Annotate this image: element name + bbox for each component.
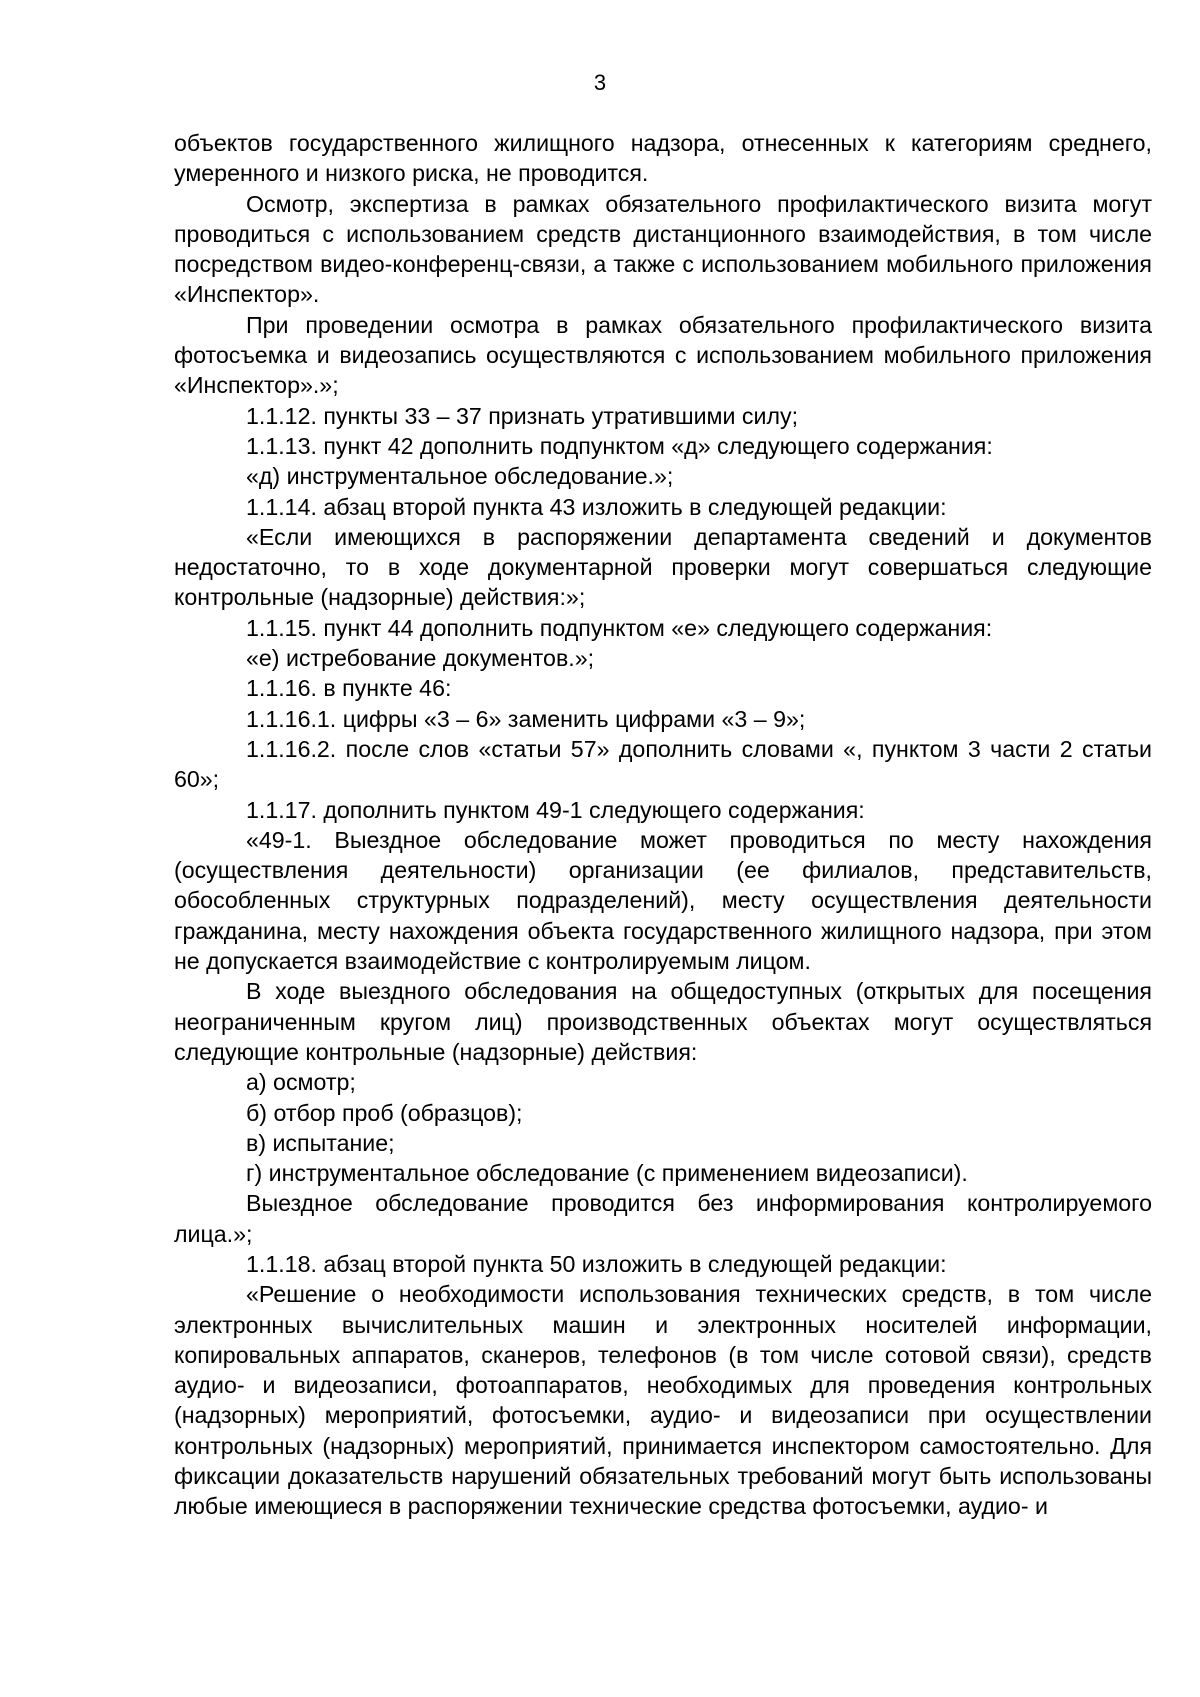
list-item-b: б) отбор проб (образцов);: [246, 1099, 523, 1126]
quote-subclause-d: «д) инструментальное обследование.»;: [246, 463, 674, 490]
paragraph-photo-video: При проведении осмотра в рамках обязательного профилактического визита фотосъемка и видеозапись осуществляются с использованием мобильного приложения «Инспектор».»;: [174, 311, 1152, 399]
clause-1-1-18: 1.1.18. абзац второй пункта 50 изложить в следующей редакции:: [246, 1250, 947, 1277]
page-number: 3: [593, 70, 607, 95]
clause-1-1-13: 1.1.13. пункт 42 дополнить подпунктом «д» следующего содержания:: [246, 432, 993, 459]
clause-1-1-15: 1.1.15. пункт 44 дополнить подпунктом «е» следующего содержания:: [246, 614, 993, 641]
quote-technical-means: «Решение о необходимости использования технических средств, в том числе электронных вычислительных машин и электронных носителей информации, копировальных аппаратов, сканеров, телефонов (в том числе сотовой связи), средств аудио- и видеозаписи, фотоаппаратов, необходимых для проведения контрольных (надзорных) мероприятий, фотосъемки, аудио- и видеозаписи при осуществлении контрольных (надзорных) мероприятий, принимается инспектором самостоятельно. Для фиксации доказательств нарушений обязательных требований могут быть использованы любые имеющиеся в распоряжении технические средства фотосъемки, аудио- и: [174, 1281, 1152, 1520]
quote-documentary-check: «Если имеющихся в распоряжении департамента сведений и документов недостаточно, то в ходе документарной проверки могут совершаться следующие контрольные (надзорные) действия:»;: [174, 523, 1152, 611]
paragraph-inspection-remote: Осмотр, экспертиза в рамках обязательного профилактического визита могут проводиться с использованием средств дистанционного взаимодействия, в том числе посредством видео-конференц-связи, а также с использованием мобильного приложения «Инспектор».: [174, 190, 1152, 308]
clause-1-1-14: 1.1.14. абзац второй пункта 43 изложить в следующей редакции:: [246, 493, 947, 520]
clause-1-1-12: 1.1.12. пункты 33 – 37 признать утратившими силу;: [246, 402, 799, 429]
list-item-g: г) инструментальное обследование (с применением видеозаписи).: [246, 1160, 968, 1187]
paragraph-no-notification: Выездное обследование проводится без информирования контролируемого лица.»;: [174, 1190, 1152, 1247]
quote-clause-49-1: «49-1. Выездное обследование может проводиться по месту нахождения (осуществления деятельности) организации (ее филиалов, представительств, обособленных структурных подразделений), месту осуществления деятельности гражданина, месту нахождения объекта государственного жилищного надзора, при этом не допускается взаимодействие с контролируемым лицом.: [174, 826, 1152, 975]
clause-1-1-16-2: 1.1.16.2. после слов «статьи 57» дополнить словами «, пунктом 3 части 2 статьи 60»;: [174, 735, 1152, 793]
clause-1-1-17: 1.1.17. дополнить пунктом 49-1 следующего содержания:: [246, 796, 865, 823]
paragraph-field-survey-actions: В ходе выездного обследования на общедоступных (открытых для посещения неограниченным кругом лиц) производственных объектах могут осуществляться следующие контрольные (надзорные) действия:: [174, 978, 1152, 1065]
list-item-v: в) испытание;: [246, 1129, 395, 1156]
clause-1-1-16: 1.1.16. в пункте 46:: [246, 675, 452, 702]
document-body: [174, 128, 1152, 1522]
quote-subclause-e: «е) истребование документов.»;: [246, 645, 595, 672]
paragraph-continuation: объектов государственного жилищного надзора, отнесенных к категориям среднего, умеренного и низкого риска, не проводится.: [174, 130, 1152, 187]
list-item-a: а) осмотр;: [246, 1069, 356, 1096]
clause-1-1-16-1: 1.1.16.1. цифры «3 – 6» заменить цифрами «3 – 9»;: [246, 705, 806, 732]
